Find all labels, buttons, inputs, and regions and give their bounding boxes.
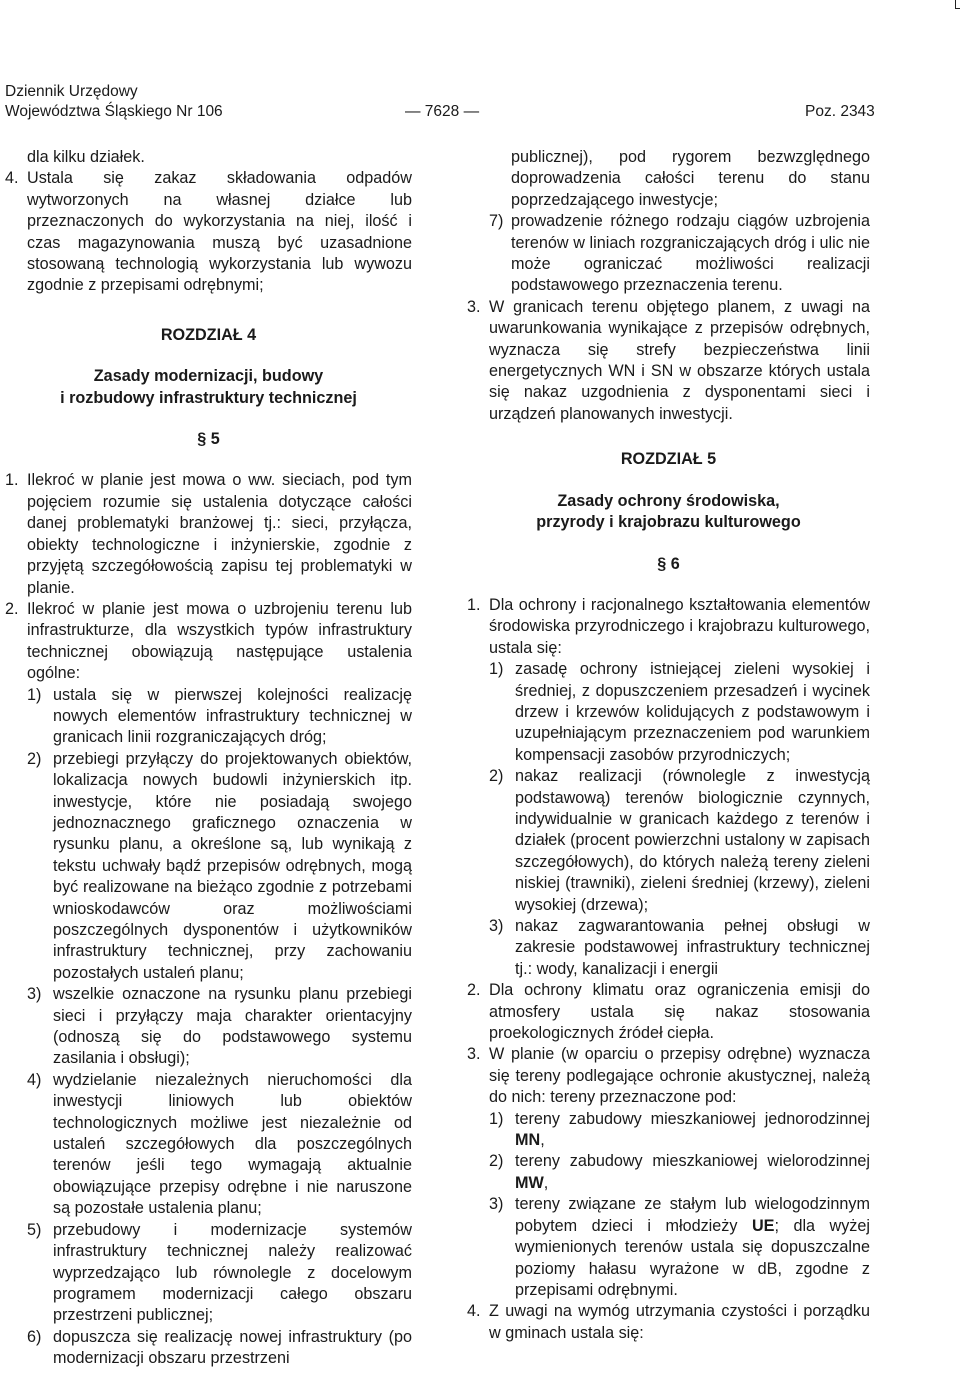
- list-item: 1. Dla ochrony i racjonalnego kształtowania elementów środowiska przyrodniczego i krajobrazu kulturowego, ustala się: 1) zasadę ochrony istniejącej zieleni wysokiej i średniej, z dopuszczeniem przesadzeń i wycinek drzew i krzewów kolidujących z podstawowym i uzupełniającym przeznaczeniem pod warunkiem kompensacji zasobów przyrodniczych; 2) nakaz realizacji (równolegle z inwestycją podstawową) terenów biologicznie czynnych, indywidualnie w granicach każdego z terenów i działek (procent powierzchni ustalony w zapisach szczegółowych), do których należą tereny zieleni niskiej (trawniki), zieleni średniej (krzewy), zieleni wysokiej (drzewa); 3) nakaz zagwarantowania pełnej obsługi w zakresie podstawowej infrastruktury technicznej tj.: wody, kanalizacji i energii: [467, 595, 870, 980]
- sub-item: 5) przebudowy i modernizacje systemów infrastruktury technicznej należy realizować wyprzedzająco lub równolegle z docelowym programem modernizacji całego obszaru przestrzeni publicznej;: [27, 1220, 412, 1325]
- continuation-text: dla kilku działek.: [27, 148, 145, 166]
- page-number: — 7628 —: [405, 103, 480, 120]
- zone-code-mw: MW: [515, 1173, 544, 1192]
- journal-line-2: Województwa Śląskiego Nr 106: [5, 103, 223, 120]
- sub-item: 4) wydzielanie niezależnych nieruchomości dla inwestycji liniowych lub obiektów technologicznych możliwe jest niezależnie od ustaleń szczegółowych dla poszczególnych terenów jeśli tego wymagają aktualnie obowiązujące przepisy odrębne i nie naruszone są pozostałe ustalenia planu;: [27, 1070, 412, 1218]
- list-item: 2. Ilekroć w planie jest mowa o uzbrojeniu terenu lub infrastrukturze, dla wszystkich typów infrastruktury technicznej obowiązują następujące ustalenia ogólne: 1) ustala się w pierwszej kolejności realizację nowych elementów infrastruktury technicznej w granicach linii rozgraniczających dróg; 2) przebiegi przyłączy do projektowanych obiektów, lokalizacja nowych budowli inżynierskich itp. inwestycje, które nie posiadają swojego jednoznacznego graficznego oznaczenia w rysunku planu, a określone są, lub wynikają z tekstu uchwały bądź przepisów odrębnych, mogą być realizowane na bieżąco zgodnie z potrzebami wnioskodawców oraz możliwościami poszczególnych dysponentów i użytkowników infrastruktury technicznej, przy zachowaniu pozostałych ustaleń planu; 3) wszelkie oznaczone na rysunku planu przebiegi sieci i przyłączy maja charakter orientacyjny (odnoszą się do podstawowego systemu zasilania i obsługi); 4) wydzielanie niezależnych nieruchomości dla inwestycji liniowych lub obiektów technologicznych możliwe jest niezależnie od ustaleń szczegółowych dla poszczególnych terenów jeśli tego wymagają aktualnie obowiązujące przepisy odrębne i nie naruszone są pozostałe ustalenia planu; 5) przebudowy i modernizacje systemów infrastruktury technicznej należy realizować wyprzedzająco lub równolegle z docelowym programem modernizacji całego obszaru przestrzeni publicznej; 6) dopuszcza się realizację nowej infrastruktury (po modernizacji obszaru przestrzeni: [5, 599, 412, 1370]
- continuation-block: [467, 147, 870, 211]
- list-item: 4. Ustala się zakaz składowania odpadów wytworzonych na własnej działce lub przeznaczonych do wykorzystania na niej, ilość i czas magazynowania muszą być uzasadnione stosowaną technologią wykorzystania lub wywozu zgodnie z przepisami odrębnymi;: [5, 169, 412, 295]
- left-column: [5, 147, 412, 1370]
- chapter-heading: ROZDZIAŁ 4: [160, 325, 257, 344]
- chapter-title: Zasady ochrony środowiska, przyrody i krajobrazu kulturowego: [536, 491, 801, 532]
- sub-item: 7) prowadzenie różnego rodzaju ciągów uzbrojenia terenów w liniach rozgraniczających dróg i ulic nie może ograniczać możliwości realizacji podstawowego przeznaczenia terenu.: [489, 212, 870, 295]
- list-item: 1. Ilekroć w planie jest mowa o ww. sieciach, pod tym pojęciem rozumie się ustalenia dotyczące całości danej problematyki branżowej tj.: sieci, przyłącza, obiekty technologiczne i inżynierskie, zgodnie z przyjętą szczegółowością zapisu tej problematyki w planie.: [5, 471, 412, 597]
- sub-item: 2) nakaz realizacji (równolegle z inwestycją podstawową) terenów biologicznie czynnych, indywidualnie w granicach każdego z terenów i działek (procent powierzchni ustalony w zapisach szczegółowych), do których należą tereny zieleni niskiej (trawniki), zieleni średniej (krzewy), zieleni wysokiej (drzewa);: [489, 767, 870, 914]
- sub-item: 2) tereny zabudowy mieszkaniowej wielorodzinnej MW,: [489, 1152, 870, 1192]
- list-item-body: Dla ochrony i racjonalnego kształtowania elementów środowiska przyrodniczego i krajobrazu kulturowego, ustala się: 1) zasadę ochrony istniejącej zieleni wysokiej i średniej, z dopuszczeniem przesadzeń i wycinek drzew i krzewów kolidujących z podstawowym i uzupełniającym przeznaczeniem pod warunkiem kompensacji zasobów przyrodniczych; 2) nakaz realizacji (równolegle z inwestycją podstawową) terenów biologicznie czynnych, indywidualnie w granicach każdego z terenów i działek (procent powierzchni ustalony w zapisach szczegółowych), do których należą tereny zieleni niskiej (trawniki), zieleni średniej (krzewy), zieleni wysokiej (drzewa); 3) nakaz zagwarantowania pełnej obsługi w zakresie podstawowej infrastruktury technicznej tj.: wody, kanalizacji i energii: [489, 595, 870, 980]
- sub-item: 2) przebiegi przyłączy do projektowanych obiektów, lokalizacja nowych budowli inżynierskich itp. inwestycje, które nie posiadają swojego jednoznacznego graficznego oznaczenia w rysunku planu, a określone są, lub wynikają z tekstu uchwały bądź przepisów odrębnych, mogą być realizowane na bieżąco zgodnie z potrzebami wnioskodawców oraz możliwościami poszczególnych dysponentów i użytkowników infrastruktury technicznej, przy zachowaniu pozostałych ustaleń planu;: [27, 749, 412, 982]
- sub-item: 1) tereny zabudowy mieszkaniowej jednorodzinnej MN,: [489, 1109, 870, 1150]
- zone-code-mn: MN: [515, 1131, 541, 1150]
- zone-code-ue: UE: [751, 1216, 775, 1235]
- journal-name: [5, 82, 223, 122]
- chapter-heading: ROZDZIAŁ 5: [620, 450, 717, 469]
- list-item: 3. W granicach terenu objętego planem, z uwagi na uwarunkowania wynikające z przepisów odrębnych, wyznacza się strefy bezpieczeństwa linii energetycznych WN i SN w obszarze których ustala się nakaz uzgodnienia z dysponentami sieci i urządzeń planowanych inwestycji.: [467, 297, 870, 423]
- page-header: [0, 0, 960, 130]
- list-item: 2. Dla ochrony klimatu oraz ograniczenia emisji do atmosfery ustala się nakaz stosowania proekologicznych źródeł ciepła.: [467, 981, 870, 1043]
- journal-line-1: Dziennik Urzędowy: [5, 83, 138, 100]
- sub-item: 3) wszelkie oznaczone na rysunku planu przebiegi sieci i przyłączy maja charakter orientacyjny (odnoszą się do podstawowego systemu zasilania i obsługi);: [27, 985, 412, 1068]
- sub-item: 3) tereny związane ze stałym lub wielogodzinnym pobytem dzieci i młodzieży UE; dla wyżej wymienionych terenów ustala się dopuszczalne poziomy hałasu wyrażone w dB, zgodne z przepisami odrębnymi.: [489, 1195, 871, 1299]
- chapter-title: Zasady modernizacji, budowy i rozbudowy infrastruktury technicznej: [60, 367, 357, 407]
- list-item-body: W planie (w oparciu o przepisy odrębne) wyznacza się tereny podlegające ochronie akustycznej, należą do nich: tereny przeznaczone pod: 1) tereny zabudowy mieszkaniowej jednorodzinnej MN, 2) tereny zabudowy mieszkaniowej wielorodzinnej MW, 3) tereny związane ze stałym lub wielogodzinnym pobytem dzieci i młodzieży UE; dla wyżej wymienionych terenów ustala się dopuszczalne poziomy hałasu wyrażone w dB, zgodne z przepisami odrębnymi.: [489, 1044, 870, 1301]
- crop-mark: [955, 0, 960, 9]
- sub-item: 3) nakaz zagwarantowania pełnej obsługi w zakresie podstawowej infrastruktury technicznej tj.: wody, kanalizacji i energii: [489, 917, 870, 978]
- list-item: 3. W planie (w oparciu o przepisy odrębne) wyznacza się tereny podlegające ochronie akustycznej, należą do nich: tereny przeznaczone pod: 1) tereny zabudowy mieszkaniowej jednorodzinnej MN, 2) tereny zabudowy mieszkaniowej wielorodzinnej MW, 3) tereny związane ze stałym lub wielogodzinnym pobytem dzieci i młodzieży UE; dla wyżej wymienionych terenów ustala się dopuszczalne poziomy hałasu wyrażone w dB, zgodne z przepisami odrębnymi.: [467, 1044, 870, 1301]
- position-number: Poz. 2343: [805, 103, 875, 120]
- right-column: [467, 147, 870, 1344]
- sub-item: 6) dopuszcza się realizację nowej infrastruktury (po modernizacji obszaru przestrzeni: [27, 1327, 412, 1368]
- continuation-text: publicznej), pod rygorem bezwzględnego doprowadzenia całości terenu do stanu poprzedzającego inwestycje;: [511, 148, 870, 209]
- list-item-body: Ilekroć w planie jest mowa o uzbrojeniu terenu lub infrastrukturze, dla wszystkich typów infrastruktury technicznej obowiązują następujące ustalenia ogólne: 1) ustala się w pierwszej kolejności realizację nowych elementów infrastruktury technicznej w granicach linii rozgraniczających dróg; 2) przebiegi przyłączy do projektowanych obiektów, lokalizacja nowych budowli inżynierskich itp. inwestycje, które nie posiadają swojego jednoznacznego graficznego oznaczenia w rysunku planu, a określone są, lub wynikają z tekstu uchwały bądź przepisów odrębnych, mogą być realizowane na bieżąco zgodnie z potrzebami wnioskodawców oraz możliwościami poszczególnych dysponentów i użytkowników infrastruktury technicznej, przy zachowaniu pozostałych ustaleń planu; 3) wszelkie oznaczone na rysunku planu przebiegi sieci i przyłączy maja charakter orientacyjny (odnoszą się do podstawowego systemu zasilania i obsługi); 4) wydzielanie niezależnych nieruchomości dla inwestycji liniowych lub obiektów technologicznych możliwe jest niezależnie od ustaleń szczegółowych dla poszczególnych terenów jeśli tego wymagają aktualnie obowiązujące przepisy odrębne i nie naruszone są pozostałe ustalenia planu; 5) przebudowy i modernizacje systemów infrastruktury technicznej należy realizować wyprzedzająco lub równolegle z docelowym programem modernizacji całego obszaru przestrzeni publicznej; 6) dopuszcza się realizację nowej infrastruktury (po modernizacji obszaru przestrzeni: [27, 599, 412, 1370]
- paragraph-heading: § 5: [197, 430, 220, 449]
- list-item: 4. Z uwagi na wymóg utrzymania czystości i porządku w gminach ustala się:: [467, 1302, 870, 1342]
- sub-item: 1) ustala się w pierwszej kolejności realizację nowych elementów infrastruktury technicznej w granicach linii rozgraniczających dróg;: [27, 685, 412, 747]
- paragraph-heading: § 6: [657, 554, 680, 573]
- sub-item: 1) zasadę ochrony istniejącej zieleni wysokiej i średniej, z dopuszczeniem przesadzeń i wycinek drzew i krzewów kolidujących z podstawowym i uzupełniającym przeznaczeniem pod warunkiem kompensacji zasobów przyrodniczych;: [489, 660, 870, 764]
